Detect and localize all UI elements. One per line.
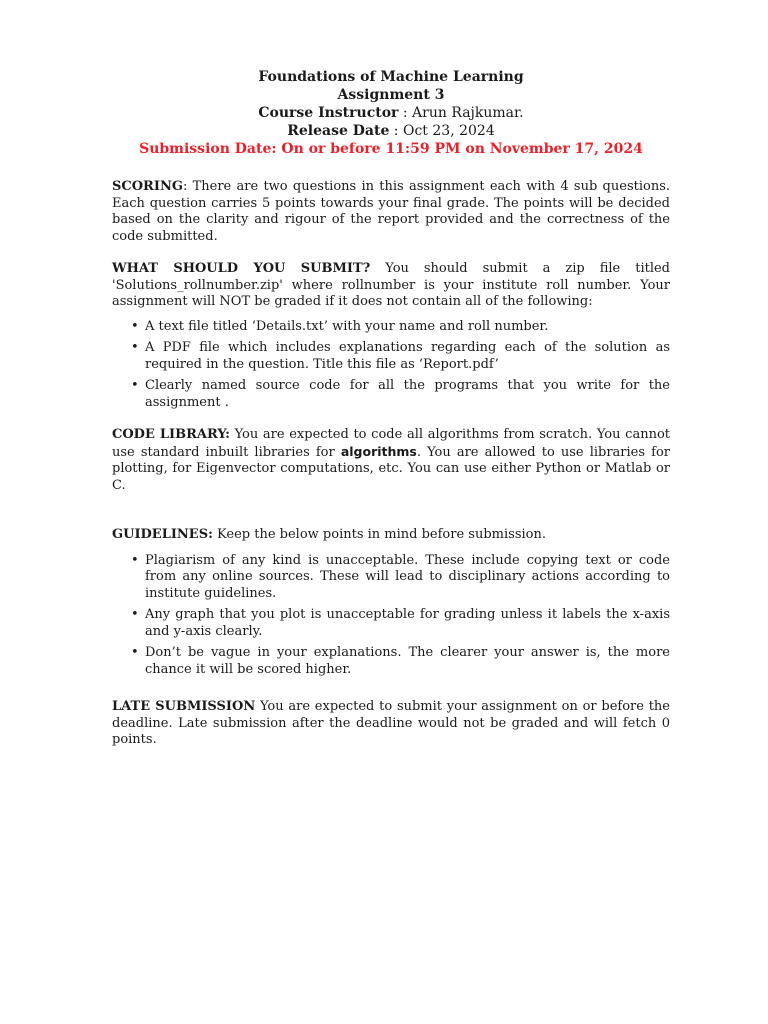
instructor-label: Course Instructor (258, 105, 399, 121)
bullet-icon: • (131, 378, 139, 393)
guidelines-list (112, 553, 670, 679)
scoring-section (112, 179, 670, 245)
list-item: • A PDF file which includes explanations regarding each of the solution as required in the question. Title this file as ‘Report.pdf’ (131, 340, 670, 372)
document-header (112, 68, 670, 158)
bullet-icon: • (131, 552, 139, 568)
release-sep: : (389, 123, 403, 139)
bullet-icon: • (131, 340, 139, 355)
guidelines-text: Keep the below points in mind before submission. (212, 527, 546, 542)
submit-list (112, 319, 670, 412)
guidelines-section (112, 527, 670, 544)
scoring-text: : There are two questions in this assignment each with 4 sub questions. Each question carries 5 points towards your final grade. The points will be decided based on the clarity and rigour of the report provided and the correctness of the code submitted. (112, 179, 670, 244)
code-library-section (112, 427, 670, 494)
scoring-label: SCORING (112, 179, 183, 194)
list-item: • Any graph that you plot is unacceptable for grading unless it labels the x-axis and y-axis clearly. (131, 607, 670, 639)
instructor-sep: : (398, 105, 413, 121)
instructor-line (112, 104, 670, 122)
bullet-icon: • (131, 607, 139, 622)
release-label: Release Date (287, 123, 390, 139)
list-item: • Plagiarism of any kind is unacceptable. These include copying text or code from any online sources. These will lead to disciplinary actions according to institute guidelines. (131, 552, 670, 601)
guidelines-label: GUIDELINES: (112, 527, 213, 542)
release-line (112, 122, 670, 140)
code-library-emphasis: algorithms (340, 443, 417, 459)
bullet-icon: • (131, 318, 139, 334)
submit-text: You should submit a zip file titled 'Solutions_rollnumber.zip' where rollnumber is your institute roll number. Your assignment will NOT be graded if it does not contain all of the following: (112, 261, 670, 309)
code-library-label: CODE LIBRARY: (112, 427, 230, 442)
bullet-icon: • (131, 645, 139, 660)
submit-label: WHAT SHOULD YOU SUBMIT? (112, 261, 371, 276)
late-submission-text: You are expected to submit your assignment on or before the deadline. Late submission after the deadline would not be graded and will fetch 0 points. (112, 699, 670, 747)
list-item: • Clearly named source code for all the programs that you write for the assignment . (131, 378, 670, 410)
assignment-title: Assignment 3 (337, 87, 445, 103)
submit-section (112, 261, 670, 311)
code-library-text-before: You are expected to code all algorithms from scratch. You cannot use standard inbuilt libraries for (112, 427, 670, 460)
late-submission-label: LATE SUBMISSION (112, 699, 256, 714)
instructor-name: Arun Rajkumar. (412, 105, 524, 121)
late-submission-section (112, 699, 670, 749)
document-page (112, 68, 670, 749)
release-date: Oct 23, 2024 (402, 123, 495, 139)
list-item: • Don’t be vague in your explanations. The clearer your answer is, the more chance it will be scored higher. (131, 645, 670, 677)
code-library-text-after: . You are allowed to use libraries for plotting, for Eigenvector computations, etc. You can use either Python or Matlab or C. (112, 444, 670, 493)
list-item: • A text file titled ‘Details.txt’ with your name and roll number. (131, 318, 549, 334)
submission-date: Submission Date: On or before 11:59 PM on November 17, 2024 (139, 141, 643, 157)
course-title: Foundations of Machine Learning (258, 69, 524, 85)
